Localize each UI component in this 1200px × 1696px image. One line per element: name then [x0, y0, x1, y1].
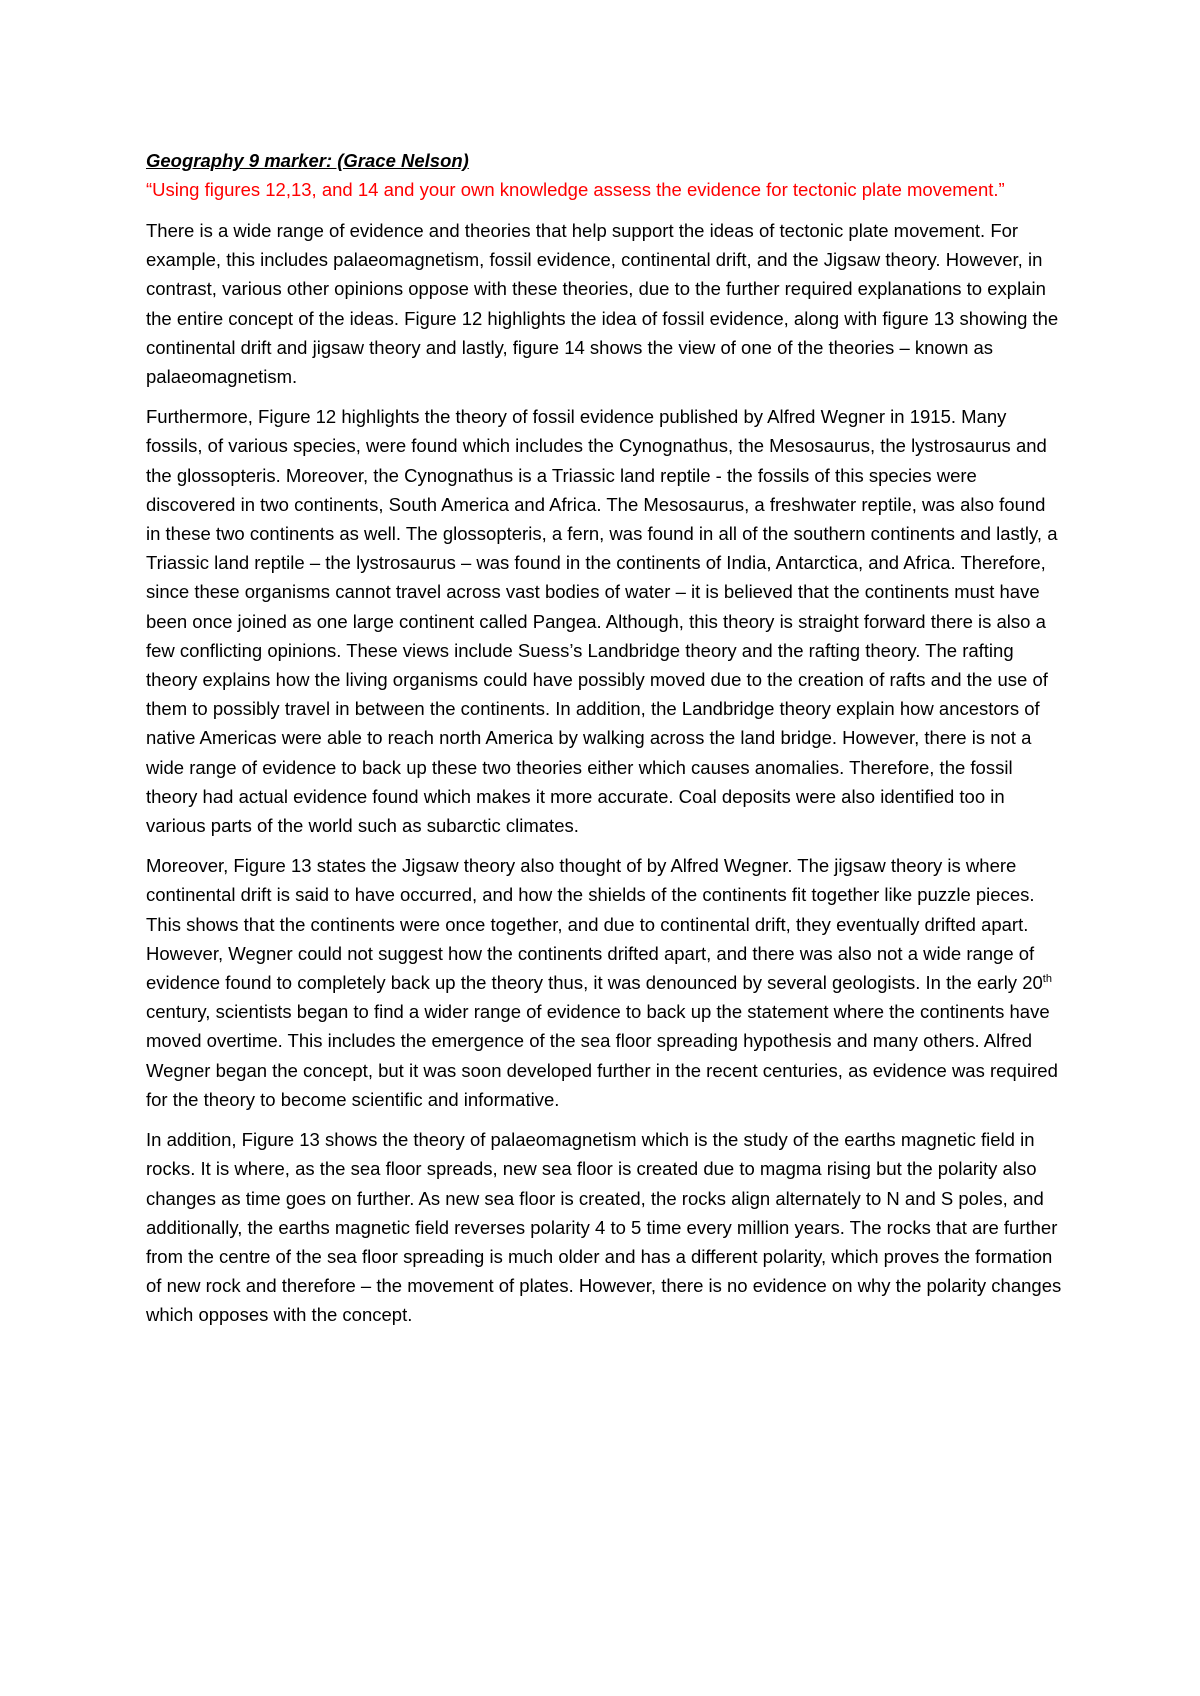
ordinal-superscript: th: [1042, 972, 1052, 985]
document-title: Geography 9 marker: (Grace Nelson): [146, 150, 469, 171]
document-page: [146, 146, 1062, 1341]
essay-question: “Using figures 12,13, and 14 and your own knowledge assess the evidence for tectonic plate movement.”: [146, 179, 1005, 200]
paragraph-jigsaw-theory: [146, 851, 1062, 1114]
paragraph-palaeomagnetism: In addition, Figure 13 shows the theory of palaeomagnetism which is the study of the earths magnetic field in rocks. It is where, as the sea floor spreads, new sea floor is created due to magma rising but the polarity also changes as time goes on further. As new sea floor is created, the rocks align alternately to N and S poles, and additionally, the earths magnetic field reverses polarity 4 to 5 time every million years. The rocks that are further from the centre of the sea floor spreading is much older and has a different polarity, which proves the formation of new rock and therefore – the movement of plates. However, there is no evidence on why the polarity changes which opposes with the concept.: [146, 1129, 1062, 1326]
paragraph-jigsaw-text-start: Moreover, Figure 13 states the Jigsaw theory also thought of by Alfred Wegner. The jigsaw theory is where continental drift is said to have occurred, and how the shields of the continents fit together like puzzle pieces. This shows that the continents were once together, and due to continental drift, they eventually drifted apart. However, Wegner could not suggest how the continents drifted apart, and there was also not a wide range of evidence found to completely back up the theory thus, it was denounced by several geologists. In the early 20: [146, 855, 1043, 994]
paragraph-jigsaw-text-end: century, scientists began to find a wider range of evidence to back up the statement where the continents have moved overtime. This includes the emergence of the sea floor spreading hypothesis and many others. Alfred Wegner began the concept, but it was soon developed further in the recent centuries, as evidence was required for the theory to become scientific and informative.: [146, 1001, 1058, 1110]
paragraph-fossil-evidence: Furthermore, Figure 12 highlights the theory of fossil evidence published by Alfred Wegner in 1915. Many fossils, of various species, were found which includes the Cynognathus, the Mesosaurus, the lystrosaurus and the glossopteris. Moreover, the Cynognathus is a Triassic land reptile - the fossils of this species were discovered in two continents, South America and Africa. The Mesosaurus, a freshwater reptile, was also found in these two continents as well. The glossopteris, a fern, was found in all of the southern continents and lastly, a Triassic land reptile – the lystrosaurus – was found in the continents of India, Antarctica, and Africa. Therefore, since these organisms cannot travel across vast bodies of water – it is believed that the continents must have been once joined as one large continent called Pangea. Although, this theory is straight forward there is also a few conflicting opinions. These views include Suess’s Landbridge theory and the rafting theory. The rafting theory explains how the living organisms could have possibly moved due to the creation of rafts and the use of them to possibly travel in between the continents. In addition, the Landbridge theory explain how ancestors of native Americas were able to reach north America by walking across the land bridge. However, there is not a wide range of evidence to back up these two theories either which causes anomalies. Therefore, the fossil theory had actual evidence found which makes it more accurate. Coal deposits were also identified too in various parts of the world such as subarctic climates.: [146, 406, 1058, 837]
paragraph-introduction: There is a wide range of evidence and theories that help support the ideas of tectonic plate movement. For example, this includes palaeomagnetism, fossil evidence, continental drift, and the Jigsaw theory. However, in contrast, various other opinions oppose with these theories, due to the further required explanations to explain the entire concept of the ideas. Figure 12 highlights the idea of fossil evidence, along with figure 13 showing the continental drift and jigsaw theory and lastly, figure 14 shows the view of one of the theories – known as palaeomagnetism.: [146, 220, 1059, 388]
